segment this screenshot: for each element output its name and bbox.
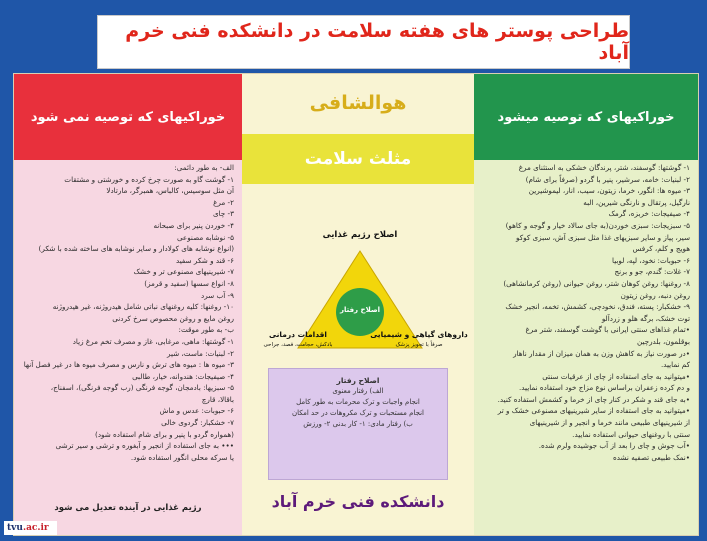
- list-item: کم نمایید.: [660, 360, 690, 370]
- list-item: (همواره گردو با پنیر و برای شام استفاده شود): [95, 429, 234, 439]
- list-item: •نمک طبیعی تصفیه نشده: [612, 452, 690, 462]
- list-item: بوقلمون، بلدرچین: [637, 336, 690, 346]
- info-box-heading: اصلاح رفتار: [336, 376, 380, 385]
- diet-correction-label: اصلاح رژیم غذایی: [322, 230, 398, 240]
- hovalshafi-heading: هوالشافی: [309, 92, 407, 114]
- not-recommended-list: [20, 162, 234, 463]
- behavior-correction-label: اصلاح رفتار: [339, 306, 381, 314]
- list-item: هویج و کلم، کرفس: [632, 244, 690, 254]
- list-item: ••• به جای استفاده از انجیر و آبغوره و ترشی و سیر ترشی: [55, 441, 234, 451]
- herbal-drugs-note: صرفاً با تجویز پزشک: [395, 342, 443, 348]
- list-item: ۳- میوه ها : میوه های ترش و نارس و مصرف میوه ها در غیر فصل آنها: [23, 360, 234, 370]
- list-item: و دم کرده زعفران براساس نوع مزاج خود استفاده نمایید.: [519, 383, 690, 393]
- list-item: ۴- صیفیجات: هندوانه، خیار، طالبی: [132, 371, 234, 381]
- list-item: روغن دنبه، روغن زیتون: [620, 290, 690, 300]
- list-item: ۱۰- روغنها: کلیه روغنهای نباتی شامل هیدروژنه، غیر هیدروژنه: [52, 302, 234, 312]
- list-item: ۶- حبوبات: نخود، لپه، لوبیا: [612, 255, 690, 265]
- list-item: ۵- نوشابه مصنوعی: [176, 232, 234, 242]
- list-item: ۴- خوردن پنیر برای صبحانه: [153, 220, 234, 230]
- list-item: •در صورت نیاز به کاهش وزن به همان میزان از مقدار ناهار: [513, 348, 690, 358]
- list-item: ۶- قند و شکر سفید: [175, 255, 234, 265]
- list-item: •به جای قند و شکر در کنار چای از خرما و کشمش استفاده کنید.: [497, 394, 690, 404]
- list-item: •آب جوش و چای را بعد از آب جوشیده ولرم شده.: [538, 441, 690, 451]
- list-item: روغن مایع و روغن محصوص سرخ کردنی: [112, 313, 234, 323]
- info-line: ب) رفتار مادی: ۱- کار بدنی ۲- ورزش: [303, 420, 413, 428]
- list-item: ۴- صیفیجات: خربزه، گرمک: [608, 209, 690, 219]
- list-item: ۳- چای: [212, 209, 234, 219]
- poster: [13, 73, 699, 536]
- list-item: ۱- گوشت گاو به صورت چرخ کرده و خورشتی و مشتقات: [64, 174, 234, 184]
- list-item: ۱- گوشتها: گوسفند، شتر، پرندگان خشکی به استثنای مرغ: [518, 163, 690, 172]
- list-item: سیر، پیاز و سایر سبزیهای غذا مثل سبزی آش، سبزی کوکو: [515, 232, 690, 242]
- list-item: ۸- روغنها: روغن کوهان شتر، روغن حیوانی (روغن کرمانشاهی): [503, 278, 690, 288]
- title-banner: [97, 15, 630, 69]
- list-item: •تمام غذاهای سنتی ایرانی با گوشت گوسفند، شتر مرغ: [525, 325, 690, 335]
- not-recommended-column: [14, 74, 242, 535]
- recommended-header: خوراکیهای که توصیه میشود: [474, 74, 698, 160]
- diet-note: رژیم غذایی در آینده تعدیل می شود: [54, 503, 202, 513]
- info-line: الف) رفتار معنوی: [332, 387, 384, 395]
- list-item: •میتوانید به جای استفاده از سایر شیرینیهای مصنوعی خشک و تر: [497, 406, 690, 416]
- list-item: ۷- خشکبار: گردوی خالی: [161, 418, 234, 428]
- list-item: ۵- سبزیها: بادمجان، گوجه فرنگی (رب گوجه فرنگی)، اسفناج،: [50, 383, 234, 393]
- list-item: (انواع نوشابه های کولادار و سایر نوشابه های ساخته شده با شکر): [38, 244, 234, 254]
- logo-text: tvu: [7, 523, 23, 533]
- list-item: ۱- گوشتها: ماهی، مرغابی، غاز و مصرف تخم مرغ زیاد: [72, 336, 234, 346]
- list-item: ۵- سبزیجات: سبزی خوردن(به جای سالاد خیار و گوجه و کاهو): [505, 220, 690, 230]
- list-item: ۹- آب سرد: [201, 290, 234, 300]
- list-item: الف- به طور دائمی:: [174, 163, 234, 172]
- list-item: از شیرینیهای طبیعی مانند خرما و انجیر و از شیرینیهای: [529, 418, 690, 428]
- list-item: ۷- غلات: گندم، جو و برنج: [614, 267, 690, 277]
- logo-domain: .ac.ir: [22, 523, 49, 533]
- list-item: یا سرکه محلی انگور استفاده شود.: [130, 452, 234, 462]
- recommended-list: [480, 162, 690, 463]
- list-item: ۸- انواع سسها (سفید و قرمز): [144, 278, 234, 288]
- info-line: انجام مستحبات و ترک مکروهات در حد امکان: [292, 409, 424, 417]
- list-item: توت خشک، برگه هلو و زردآلو: [601, 313, 690, 323]
- recommended-column: [474, 74, 698, 535]
- list-item: ۲- لبنیات: ماست، شیر: [167, 348, 234, 358]
- list-item: ۲- لبنیات: خامه، سرشیر، پنیر با گردو (صرفاً برای شام): [525, 174, 690, 184]
- health-triangle-title: مثلث سلامت: [304, 149, 412, 169]
- faculty-name: دانشکده فنی خرم آباد: [271, 492, 445, 511]
- list-item: •میتوانید به جای استفاده از چای از عرقیات سنتی: [542, 371, 690, 381]
- list-item: سنتی با روغنهای حیوانی استفاده نمایید.: [572, 429, 690, 439]
- list-item: ب- به طور موقت:: [178, 325, 234, 335]
- not-recommended-header: خوراکیهای که توصیه نمی شود: [14, 74, 242, 160]
- health-triangle-column: [242, 74, 474, 535]
- info-line: انجام واجبات و ترک محرمات به طور کامل: [296, 398, 420, 406]
- list-item: باقالا، قارچ: [201, 394, 234, 404]
- list-item: ۶- حبوبات: عدس و ماش: [159, 406, 234, 416]
- treatment-note: بادکش، حجامت، فصد، جراحی: [263, 342, 333, 348]
- list-item: نارگیل، پرتقال و نارنگی شیرین، البه: [583, 197, 690, 207]
- behavior-info-box: [268, 368, 448, 480]
- yellow-band: [242, 134, 474, 184]
- list-item: ۷- شیرینیهای مصنوعی تر و خشک: [133, 267, 234, 277]
- treatment-label: اقدامات درمانی: [268, 330, 328, 339]
- list-item: ۲- مرغ: [213, 197, 234, 207]
- list-item: آن مثل سوسیس، کالباس، همبرگر، مارتادلا: [106, 186, 234, 196]
- list-item: ۳- میوه ها: انگور، خرما، زیتون، سیب، انار، لیموشیرین: [528, 186, 690, 196]
- list-item: ۹- خشکبار: پسته، فندق، نخودچی، کشمش، تخمه، انجیر خشک: [505, 302, 690, 312]
- herbal-drugs-label: داروهای گیاهی و شیمیایی: [370, 330, 468, 339]
- page-title: طراحی پوستر های هفته سلامت در دانشکده فنی خرم آباد: [125, 20, 629, 64]
- tvu-logo: [4, 521, 57, 535]
